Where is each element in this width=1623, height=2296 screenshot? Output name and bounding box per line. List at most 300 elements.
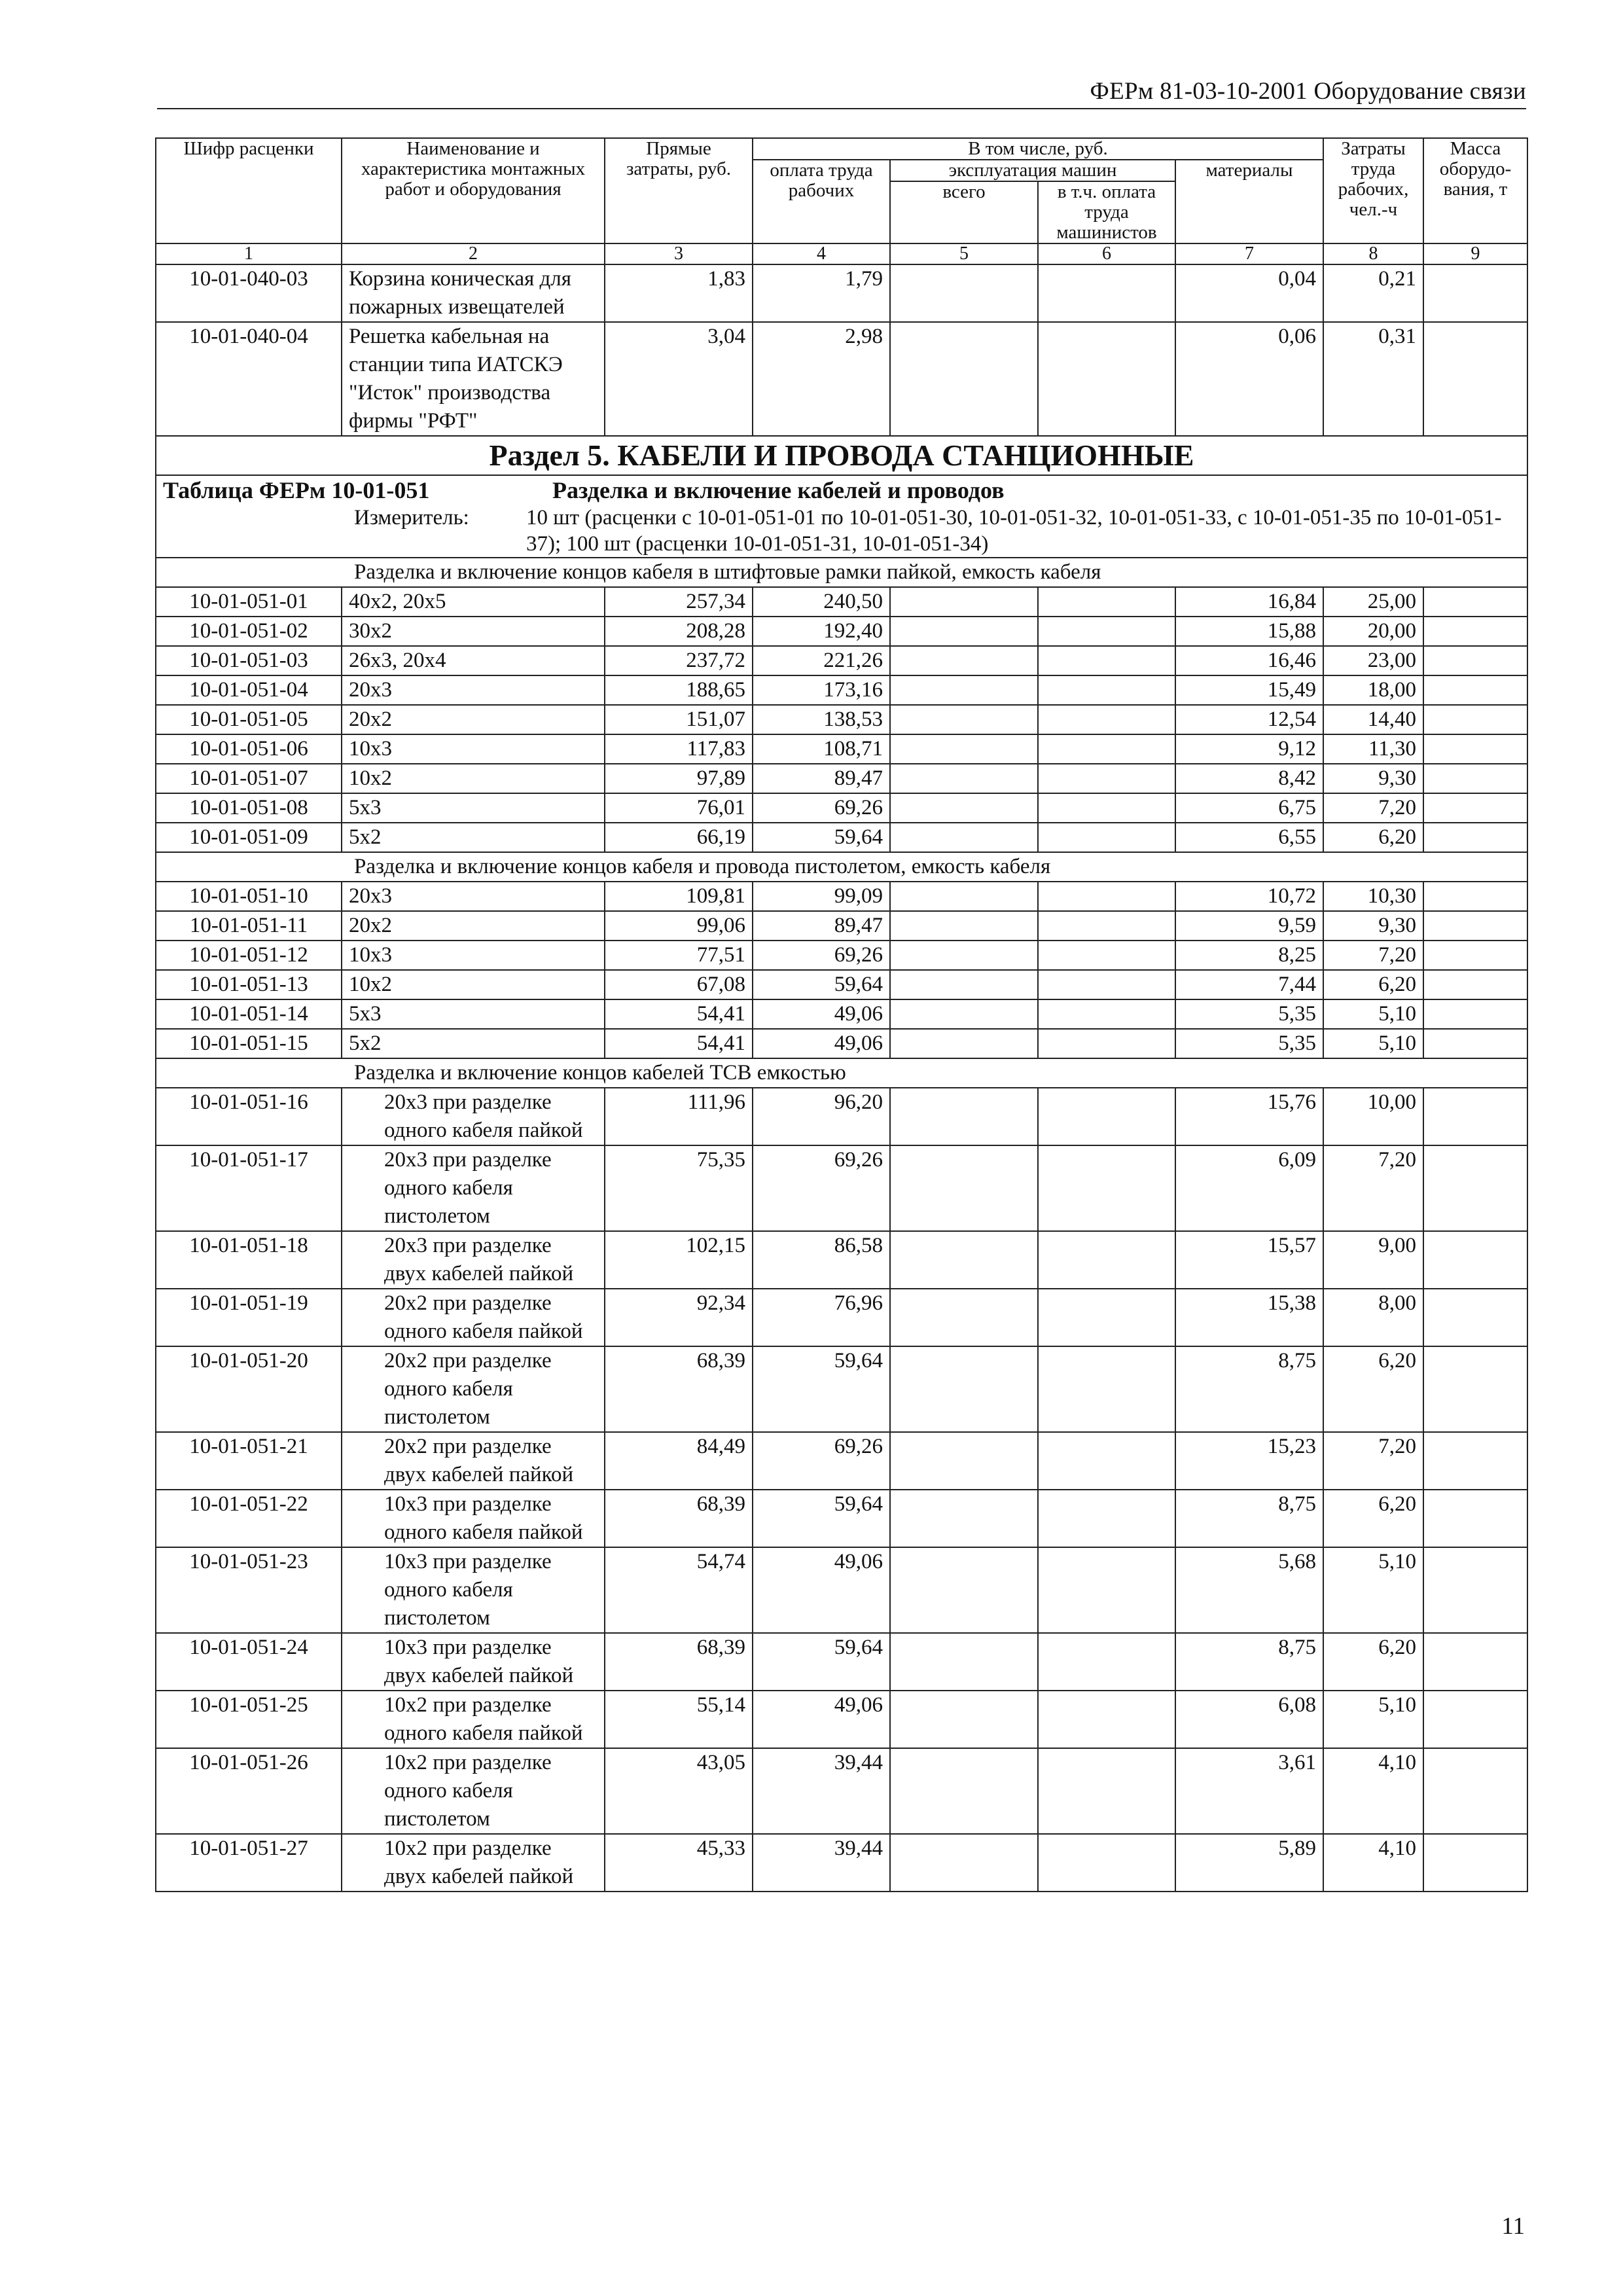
machines-total [890,705,1038,734]
labor-pay: 173,16 [753,675,890,705]
rate-code: 10-01-051-21 [156,1432,342,1490]
materials-cost: 0,06 [1175,322,1323,436]
equipment-mass [1423,264,1527,322]
table-heading [163,476,1520,505]
rate-code: 10-01-051-19 [156,1289,342,1346]
header-labor: Затраты труда рабочих, чел.-ч [1323,138,1423,243]
machines-total [890,999,1038,1029]
machines-total [890,675,1038,705]
equipment-mass [1423,1088,1527,1145]
header-materials: материалы [1175,160,1323,243]
rate-code: 10-01-040-04 [156,322,342,436]
table-row [156,705,1527,734]
machinists-pay [1038,970,1175,999]
labor-pay: 2,98 [753,322,890,436]
materials-cost: 6,09 [1175,1145,1323,1231]
column-number: 5 [890,243,1038,264]
header-direct: Прямые затраты, руб. [605,138,753,243]
equipment-mass [1423,675,1527,705]
rate-code: 10-01-051-11 [156,911,342,941]
materials-cost: 6,75 [1175,793,1323,823]
direct-cost: 109,81 [605,882,753,911]
materials-cost: 15,76 [1175,1088,1323,1145]
labor-pay: 1,79 [753,264,890,322]
table-row [156,1490,1527,1547]
labor-pay: 59,64 [753,1490,890,1547]
direct-cost: 188,65 [605,675,753,705]
materials-cost: 16,46 [1175,646,1323,675]
labor-pay: 192,40 [753,617,890,646]
work-name: 10x3 при разделке двух кабелей пайкой [342,1633,605,1691]
table-row [156,823,1527,852]
rate-code: 10-01-051-06 [156,734,342,764]
column-number: 1 [156,243,342,264]
labor-hours: 11,30 [1323,734,1423,764]
subheading [156,558,1527,587]
direct-cost: 45,33 [605,1834,753,1892]
table-row [156,1633,1527,1691]
machines-total [890,1633,1038,1691]
header-machinists: в т.ч. оплата труда машинистов [1038,181,1175,243]
materials-cost: 6,55 [1175,823,1323,852]
header-labor-pay: оплата труда рабочих [753,160,890,243]
labor-pay: 138,53 [753,705,890,734]
labor-pay: 69,26 [753,1145,890,1231]
materials-cost: 5,89 [1175,1834,1323,1892]
labor-hours: 6,20 [1323,970,1423,999]
labor-hours: 6,20 [1323,1633,1423,1691]
equipment-mass [1423,999,1527,1029]
labor-hours: 5,10 [1323,1691,1423,1748]
labor-hours: 6,20 [1323,1490,1423,1547]
rate-code: 10-01-051-05 [156,705,342,734]
labor-pay: 99,09 [753,882,890,911]
labor-hours: 25,00 [1323,587,1423,617]
work-name: 20x2 [342,911,605,941]
rate-code: 10-01-051-24 [156,1633,342,1691]
materials-cost: 16,84 [1175,587,1323,617]
machines-total [890,911,1038,941]
machines-total [890,734,1038,764]
machinists-pay [1038,617,1175,646]
direct-cost: 111,96 [605,1088,753,1145]
table-row [156,1289,1527,1346]
equipment-mass [1423,764,1527,793]
labor-hours: 23,00 [1323,646,1423,675]
labor-pay: 89,47 [753,764,890,793]
section-title: Раздел 5. КАБЕЛИ И ПРОВОДА СТАНЦИОННЫЕ [156,436,1527,475]
work-name: 30x2 [342,617,605,646]
direct-cost: 77,51 [605,941,753,970]
machines-total [890,1547,1038,1633]
labor-pay: 221,26 [753,646,890,675]
direct-cost: 117,83 [605,734,753,764]
materials-cost: 8,25 [1175,941,1323,970]
equipment-mass [1423,322,1527,436]
header-machines-total: всего [890,181,1038,243]
rate-code: 10-01-051-27 [156,1834,342,1892]
materials-cost: 8,75 [1175,1633,1323,1691]
machines-total [890,1231,1038,1289]
equipment-mass [1423,823,1527,852]
rate-code: 10-01-051-25 [156,1691,342,1748]
work-name: Решетка кабельная на станции типа ИАТСКЭ "Исток" производства фирмы "РФТ" [342,322,605,436]
direct-cost: 54,41 [605,999,753,1029]
column-number: 4 [753,243,890,264]
equipment-mass [1423,1633,1527,1691]
equipment-mass [1423,1490,1527,1547]
labor-pay: 49,06 [753,1029,890,1058]
machines-total [890,264,1038,322]
labor-hours: 7,20 [1323,1432,1423,1490]
labor-hours: 14,40 [1323,705,1423,734]
labor-pay: 89,47 [753,911,890,941]
work-name: 20x2 при разделке одного кабеля пистолетом [342,1346,605,1432]
machines-total [890,941,1038,970]
table-row [156,322,1527,436]
subheading-row [156,1058,1527,1088]
table-code: Таблица ФЕРм 10-01-051 [163,477,430,503]
machinists-pay [1038,675,1175,705]
machinists-pay [1038,1145,1175,1231]
direct-cost: 99,06 [605,911,753,941]
direct-cost: 92,34 [605,1289,753,1346]
labor-pay: 76,96 [753,1289,890,1346]
equipment-mass [1423,1748,1527,1834]
labor-hours: 6,20 [1323,1346,1423,1432]
table-row [156,646,1527,675]
materials-cost: 6,08 [1175,1691,1323,1748]
subheading-text: Разделка и включение концов кабеля в штифтовые рамки пайкой, емкость кабеля [354,560,1101,584]
materials-cost: 12,54 [1175,705,1323,734]
direct-cost: 68,39 [605,1490,753,1547]
labor-pay: 108,71 [753,734,890,764]
running-head: ФЕРм 81-03-10-2001 Оборудование связи [1090,78,1526,105]
equipment-mass [1423,1029,1527,1058]
machinists-pay [1038,734,1175,764]
equipment-mass [1423,1145,1527,1231]
labor-hours: 5,10 [1323,1547,1423,1633]
labor-pay: 69,26 [753,941,890,970]
materials-cost: 0,04 [1175,264,1323,322]
column-numbers-row [156,243,1527,264]
machines-total [890,1145,1038,1231]
machinists-pay [1038,882,1175,911]
rate-code: 10-01-051-12 [156,941,342,970]
labor-pay: 39,44 [753,1748,890,1834]
machinists-pay [1038,911,1175,941]
work-name: 10x3 при разделке одного кабеля пайкой [342,1490,605,1547]
work-name: 10x2 при разделке одного кабеля пайкой [342,1691,605,1748]
work-name: 26x3, 20x4 [342,646,605,675]
column-number: 9 [1423,243,1527,264]
equipment-mass [1423,1231,1527,1289]
subheading-text: Разделка и включение концов кабелей ТСВ емкостью [354,1061,846,1085]
unit-line [163,505,1520,557]
header-machines: эксплуатация машин [890,160,1175,181]
machines-total [890,1346,1038,1432]
rate-code: 10-01-051-03 [156,646,342,675]
work-name: 20x2 при разделке двух кабелей пайкой [342,1432,605,1490]
work-name: 40x2, 20x5 [342,587,605,617]
machinists-pay [1038,1029,1175,1058]
direct-cost: 43,05 [605,1748,753,1834]
rate-code: 10-01-051-17 [156,1145,342,1231]
work-name: 5x2 [342,823,605,852]
column-number: 6 [1038,243,1175,264]
machinists-pay [1038,999,1175,1029]
equipment-mass [1423,1289,1527,1346]
materials-cost: 8,75 [1175,1346,1323,1432]
table-row [156,1748,1527,1834]
rate-code: 10-01-051-16 [156,1088,342,1145]
materials-cost: 7,44 [1175,970,1323,999]
equipment-mass [1423,1346,1527,1432]
table-row [156,1346,1527,1432]
equipment-mass [1423,705,1527,734]
machines-total [890,970,1038,999]
machinists-pay [1038,1748,1175,1834]
machinists-pay [1038,1834,1175,1892]
direct-cost: 67,08 [605,970,753,999]
direct-cost: 54,74 [605,1547,753,1633]
direct-cost: 76,01 [605,793,753,823]
labor-hours: 8,00 [1323,1289,1423,1346]
machinists-pay [1038,264,1175,322]
equipment-mass [1423,911,1527,941]
rate-code: 10-01-051-08 [156,793,342,823]
machines-total [890,1289,1038,1346]
labor-pay: 59,64 [753,970,890,999]
direct-cost: 75,35 [605,1145,753,1231]
header-including: В том числе, руб. [753,138,1323,160]
materials-cost: 15,57 [1175,1231,1323,1289]
materials-cost: 15,88 [1175,617,1323,646]
machines-total [890,882,1038,911]
work-name: 20x2 при разделке одного кабеля пайкой [342,1289,605,1346]
rate-code: 10-01-040-03 [156,264,342,322]
rates-table [155,137,1528,1892]
rate-code: 10-01-051-18 [156,1231,342,1289]
equipment-mass [1423,1834,1527,1892]
subheading-text: Разделка и включение концов кабеля и провода пистолетом, емкость кабеля [354,855,1051,878]
work-name: 20x3 [342,675,605,705]
machines-total [890,1748,1038,1834]
machinists-pay [1038,793,1175,823]
column-number: 2 [342,243,605,264]
materials-cost: 8,42 [1175,764,1323,793]
machines-total [890,823,1038,852]
machines-total [890,764,1038,793]
machinists-pay [1038,941,1175,970]
work-name: 20x3 при разделке одного кабеля пайкой [342,1088,605,1145]
header-mass: Масса оборудо-вания, т [1423,138,1527,243]
table-row [156,1088,1527,1145]
direct-cost: 68,39 [605,1346,753,1432]
work-name: 10x2 при разделке двух кабелей пайкой [342,1834,605,1892]
equipment-mass [1423,1432,1527,1490]
section-row [156,436,1527,475]
materials-cost: 15,38 [1175,1289,1323,1346]
labor-hours: 20,00 [1323,617,1423,646]
direct-cost: 97,89 [605,764,753,793]
machines-total [890,646,1038,675]
labor-hours: 7,20 [1323,1145,1423,1231]
machinists-pay [1038,1633,1175,1691]
work-name: 20x3 при разделке одного кабеля пистолетом [342,1145,605,1231]
labor-pay: 49,06 [753,1691,890,1748]
materials-cost: 10,72 [1175,882,1323,911]
work-name: 10x2 [342,764,605,793]
labor-hours: 5,10 [1323,1029,1423,1058]
subheading [156,1058,1527,1088]
table-row [156,999,1527,1029]
subheading-row [156,852,1527,882]
work-name: 20x3 при разделке двух кабелей пайкой [342,1231,605,1289]
table-row [156,941,1527,970]
unit-text: 10 шт (расценки с 10-01-051-01 по 10-01-051-30, 10-01-051-32, 10-01-051-33, с 10-01-051-35 по 10-01-051-37); 100 шт (расценки 10-01-051-31, 10-01-051-34) [526,506,1502,556]
table-row [156,617,1527,646]
rate-code: 10-01-051-23 [156,1547,342,1633]
labor-hours: 10,30 [1323,882,1423,911]
table-row [156,1834,1527,1892]
direct-cost: 66,19 [605,823,753,852]
work-name: 10x3 при разделке одного кабеля пистолетом [342,1547,605,1633]
rate-code: 10-01-051-15 [156,1029,342,1058]
equipment-mass [1423,793,1527,823]
work-name: 5x3 [342,793,605,823]
direct-cost: 208,28 [605,617,753,646]
equipment-mass [1423,882,1527,911]
table-row [156,675,1527,705]
equipment-mass [1423,970,1527,999]
machinists-pay [1038,322,1175,436]
materials-cost: 5,35 [1175,1029,1323,1058]
subheading-row [156,558,1527,587]
column-number: 3 [605,243,753,264]
machines-total [890,322,1038,436]
column-number: 8 [1323,243,1423,264]
labor-pay: 49,06 [753,999,890,1029]
column-number: 7 [1175,243,1323,264]
work-name: 5x3 [342,999,605,1029]
equipment-mass [1423,941,1527,970]
header-code: Шифр расценки [156,138,342,243]
machinists-pay [1038,1490,1175,1547]
direct-cost: 151,07 [605,705,753,734]
table-title: Разделка и включение кабелей и проводов [552,477,1005,503]
rate-code: 10-01-051-01 [156,587,342,617]
equipment-mass [1423,646,1527,675]
machines-total [890,1029,1038,1058]
labor-hours: 0,21 [1323,264,1423,322]
machinists-pay [1038,1432,1175,1490]
direct-cost: 3,04 [605,322,753,436]
machinists-pay [1038,1231,1175,1289]
labor-hours: 6,20 [1323,823,1423,852]
equipment-mass [1423,617,1527,646]
machines-total [890,1432,1038,1490]
machinists-pay [1038,705,1175,734]
table-caption-row [156,475,1527,558]
table-row [156,793,1527,823]
direct-cost: 257,34 [605,587,753,617]
equipment-mass [1423,587,1527,617]
rate-code: 10-01-051-22 [156,1490,342,1547]
work-name: 20x2 [342,705,605,734]
machinists-pay [1038,823,1175,852]
work-name: Корзина коническая для пожарных извещателей [342,264,605,322]
header-name: Наименование и характеристика монтажных работ и оборудования [342,138,605,243]
machines-total [890,1834,1038,1892]
rate-code: 10-01-051-20 [156,1346,342,1432]
materials-cost: 9,12 [1175,734,1323,764]
machines-total [890,1490,1038,1547]
equipment-mass [1423,734,1527,764]
labor-hours: 5,10 [1323,999,1423,1029]
header-rule [157,108,1526,109]
machines-total [890,793,1038,823]
labor-pay: 59,64 [753,823,890,852]
table-row [156,264,1527,322]
work-name: 5x2 [342,1029,605,1058]
labor-pay: 240,50 [753,587,890,617]
machinists-pay [1038,1547,1175,1633]
labor-hours: 9,00 [1323,1231,1423,1289]
equipment-mass [1423,1691,1527,1748]
direct-cost: 1,83 [605,264,753,322]
rate-code: 10-01-051-09 [156,823,342,852]
machines-total [890,1691,1038,1748]
table-row [156,911,1527,941]
machinists-pay [1038,1346,1175,1432]
direct-cost: 237,72 [605,646,753,675]
direct-cost: 54,41 [605,1029,753,1058]
direct-cost: 68,39 [605,1633,753,1691]
table-row [156,1432,1527,1490]
work-name: 10x3 [342,734,605,764]
labor-pay: 39,44 [753,1834,890,1892]
labor-hours: 0,31 [1323,322,1423,436]
machinists-pay [1038,646,1175,675]
labor-pay: 59,64 [753,1633,890,1691]
machinists-pay [1038,764,1175,793]
table-row [156,970,1527,999]
table-row [156,1145,1527,1231]
rate-code: 10-01-051-10 [156,882,342,911]
materials-cost: 15,49 [1175,675,1323,705]
rate-code: 10-01-051-07 [156,764,342,793]
labor-hours: 18,00 [1323,675,1423,705]
work-name: 10x2 при разделке одного кабеля пистолетом [342,1748,605,1834]
subheading [156,852,1527,882]
rate-code: 10-01-051-04 [156,675,342,705]
labor-hours: 9,30 [1323,911,1423,941]
equipment-mass [1423,1547,1527,1633]
table-row [156,1231,1527,1289]
labor-pay: 59,64 [753,1346,890,1432]
table-row [156,587,1527,617]
labor-pay: 49,06 [753,1547,890,1633]
materials-cost: 8,75 [1175,1490,1323,1547]
machines-total [890,617,1038,646]
labor-hours: 7,20 [1323,941,1423,970]
machinists-pay [1038,1289,1175,1346]
work-name: 20x3 [342,882,605,911]
labor-hours: 10,00 [1323,1088,1423,1145]
labor-pay: 69,26 [753,1432,890,1490]
machines-total [890,1088,1038,1145]
